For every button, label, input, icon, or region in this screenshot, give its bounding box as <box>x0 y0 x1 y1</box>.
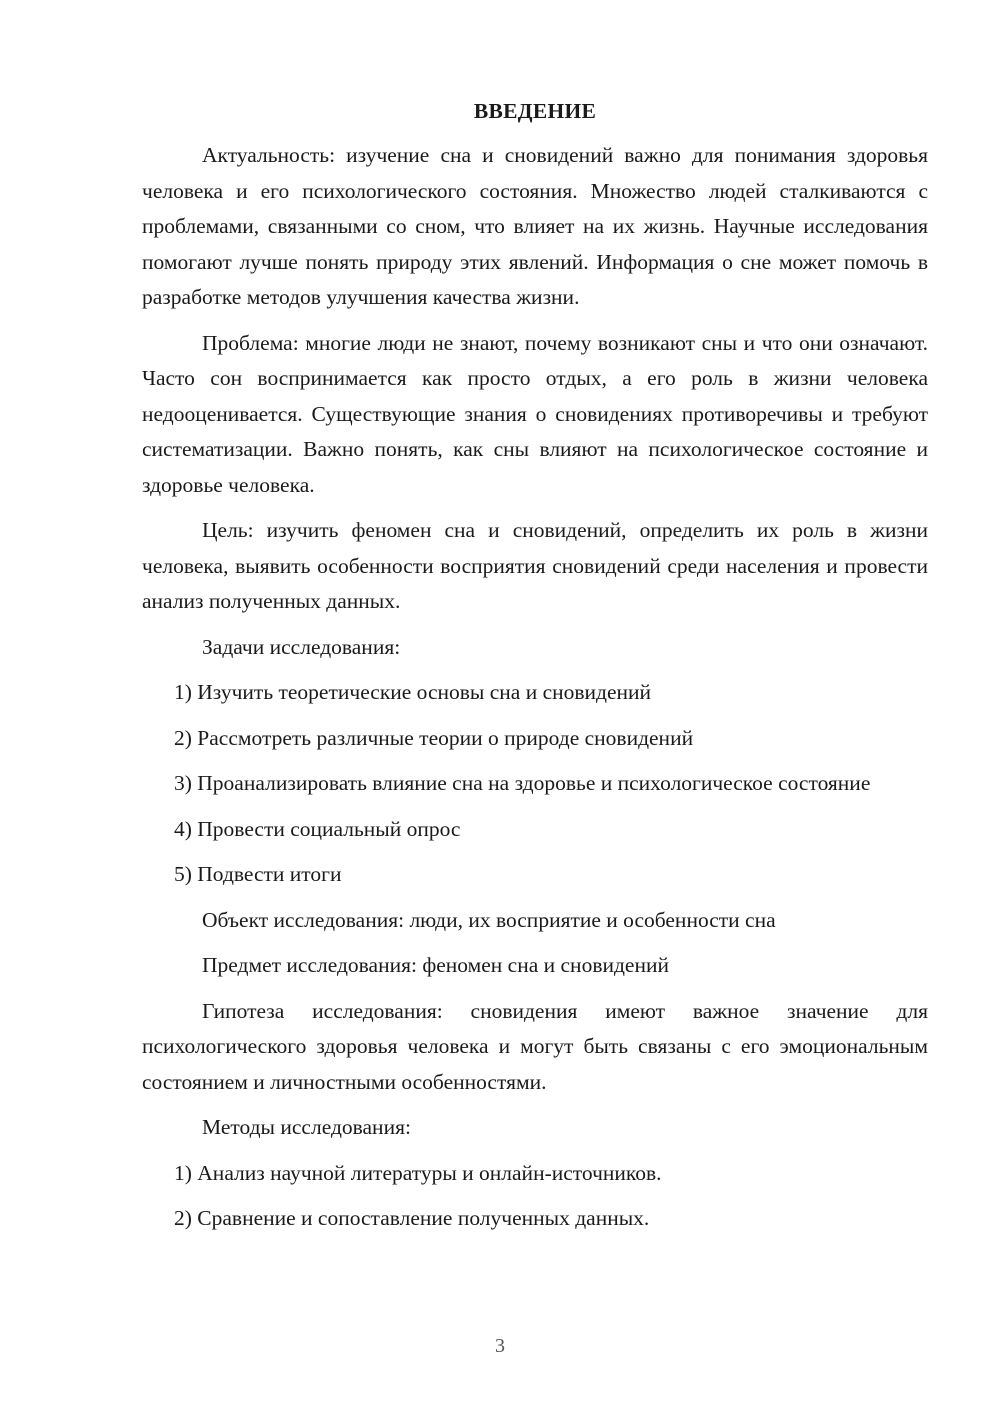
relevance-paragraph: Актуальность: изучение сна и сновидений важно для понимания здоровья человека и его психологического состояния. Множество людей сталкиваются с проблемами, связанными со сном, что влияет на их жизнь. Научные исследования помогают лучше понять природу этих явлений. Информация о сне может помочь в разработке методов улучшения качества жизни. <box>142 143 928 309</box>
task-item-2: 2) Рассмотреть различные теории о природе сновидений <box>174 725 694 750</box>
object-paragraph: Объект исследования: люди, их восприятие и особенности сна <box>202 907 776 932</box>
problem-paragraph: Проблема: многие люди не знают, почему возникают сны и что они означают. Часто сон воспринимается как просто отдых, а его роль в жизни человека недооценивается. Существующие знания о сновидениях противоречивы и требуют систематизации. Важно понять, как сны влияют на психологическое состояние и здоровье человека. <box>142 330 928 497</box>
method-item-1: 1) Анализ научной литературы и онлайн-источников. <box>174 1160 662 1185</box>
page-number: 3 <box>495 1335 505 1357</box>
hypothesis-paragraph: Гипотеза исследования: сновидения имеют важное значение для психологического здоровья человека и могут быть связаны с его эмоциональным состоянием и личностными особенностями. <box>142 998 928 1094</box>
task-item-1: 1) Изучить теоретические основы сна и сновидений <box>174 680 652 704</box>
task-item-5: 5) Подвести итоги <box>174 862 342 886</box>
task-item-4: 4) Провести социальный опрос <box>174 816 461 841</box>
task-item-3: 3) Проанализировать влияние сна на здоровье и психологическое состояние <box>174 771 871 795</box>
subject-paragraph: Предмет исследования: феномен сна и сновидений <box>202 953 669 977</box>
section-title: ВВЕДЕНИЕ <box>473 99 597 123</box>
method-item-2: 2) Сравнение и сопоставление полученных данных. <box>174 1206 650 1230</box>
document-page <box>142 96 928 1247</box>
goal-paragraph: Цель: изучить феномен сна и сновидений, определить их роль в жизни человека, выявить особенности восприятия сновидений среди населения и провести анализ полученных данных. <box>142 518 928 613</box>
methods-heading: Методы исследования: <box>202 1115 411 1139</box>
tasks-heading: Задачи исследования: <box>202 634 401 659</box>
